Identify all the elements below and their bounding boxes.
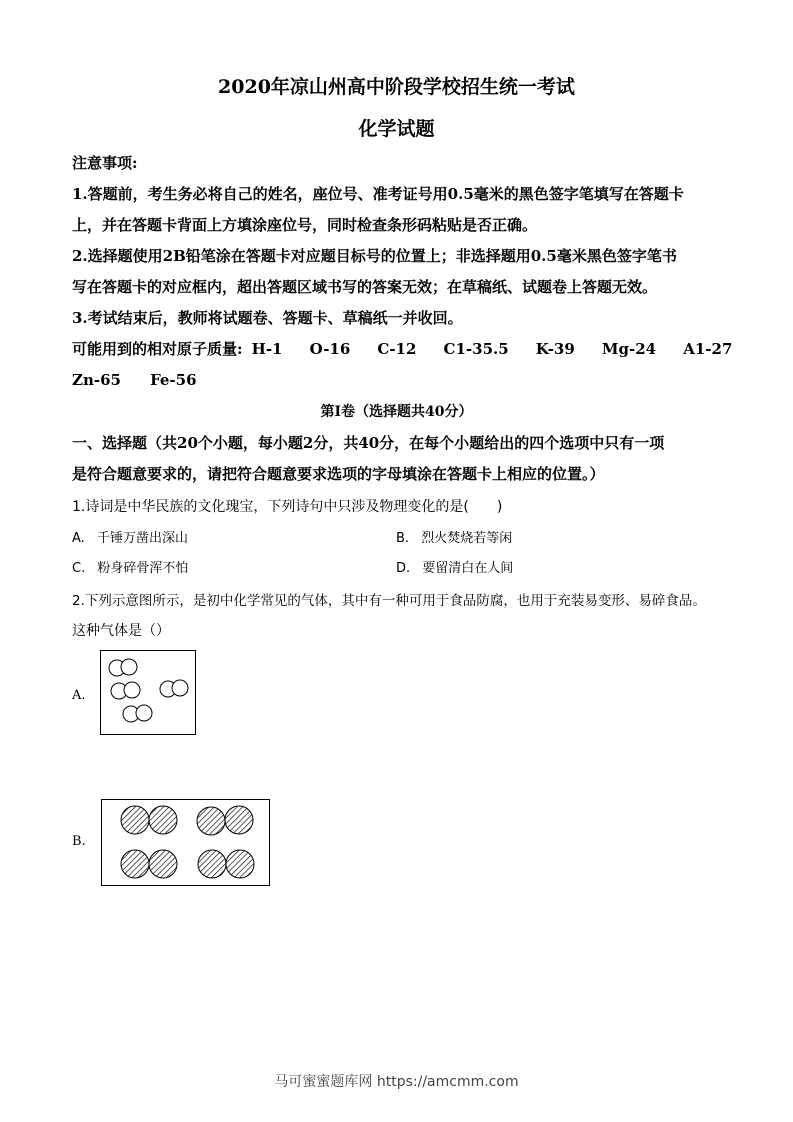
question-2-stem-line-1: 2.下列示意图所示，是初中化学常见的气体，其中有一种可用于食品防腐，也用于充装易变形、易碎食品。	[72, 593, 706, 609]
question-1-stem: 1.诗词是中华民族的文化瑰宝，下列诗句中只涉及物理变化的是( )	[72, 499, 503, 515]
atomic-mass-value: Zn-65	[72, 371, 121, 389]
footer-watermark: 马可蜜蜜题库网 https://amcmm.com	[274, 1074, 519, 1090]
exam-subtitle: 化学试题	[358, 118, 435, 140]
question-1-option-c	[72, 557, 188, 576]
question-1-option-b	[396, 527, 512, 546]
option-text: 要留清白在人间	[422, 561, 514, 576]
option-letter: B.	[396, 531, 410, 546]
atomic-masses-line-2	[72, 370, 197, 389]
atomic-mass-value: K-39	[535, 340, 575, 358]
option-letter: C.	[72, 561, 86, 576]
atomic-mass-value: A1-27	[683, 340, 733, 358]
exam-title: 2020年凉山州高中阶段学校招生统一考试	[218, 76, 575, 98]
note-item-2-line-1: 2.选择题使用2B铅笔涂在答题卡对应题目标号的位置上；非选择题用0.5毫米黑色签字笔书	[72, 247, 677, 265]
question-1-option-a	[72, 527, 188, 546]
option-letter: A.	[72, 531, 85, 546]
atomic-masses-label: 可能用到的相对原子质量:	[72, 340, 243, 358]
atomic-mass-value: C-12	[377, 340, 417, 358]
note-item-1-line-1: 1.答题前，考生务必将自己的姓名，座位号、准考证号用0.5毫米的黑色签字笔填写在答题卡	[72, 185, 684, 203]
molecule-diagram-a	[100, 650, 196, 735]
section-instruction-line-2: 是符合题意要求的，请把符合题意要求选项的字母填涂在答题卡上相应的位置。）	[72, 465, 605, 483]
question-1-option-d	[396, 557, 513, 576]
diatomic-molecules-hatched	[102, 800, 269, 885]
atomic-mass-value: Mg-24	[601, 340, 657, 358]
note-item-2-line-2: 写在答题卡的对应框内，超出答题区域书写的答案无效；在草稿纸、试题卷上答题无效。	[72, 278, 658, 296]
option-text: 粉身碎骨浑不怕	[97, 561, 189, 576]
note-item-1-line-2: 上，并在答题卡背面上方填涂座位号，同时检查条形码粘贴是否正确。	[72, 216, 538, 234]
option-letter: D.	[396, 561, 411, 576]
question-2-option-b-label: B.	[72, 834, 86, 849]
question-2-stem-line-2: 这种气体是（）	[72, 623, 170, 639]
atomic-mass-value: H-1	[251, 340, 283, 358]
section-heading: 第I卷（选择题共40分）	[320, 404, 473, 420]
atomic-mass-value: O-16	[309, 340, 351, 358]
notes-heading: 注意事项:	[72, 154, 138, 172]
atomic-mass-value: Fe-56	[150, 371, 197, 389]
atomic-mass-value: C1-35.5	[443, 340, 509, 358]
option-text: 烈火焚烧若等闲	[421, 531, 513, 546]
molecule-diagram-b	[101, 799, 270, 886]
question-2-option-a-label: A.	[72, 688, 86, 703]
option-text: 千锤万凿出深山	[96, 531, 188, 546]
atomic-masses-line-1	[72, 338, 732, 359]
diatomic-molecules-hollow	[101, 651, 195, 734]
note-item-3: 3.考试结束后，教师将试题卷、答题卡、草稿纸一并收回。	[72, 309, 463, 327]
section-instruction-line-1: 一、选择题（共20个小题，每小题2分，共40分，在每个小题给出的四个选项中只有一项	[72, 434, 665, 452]
